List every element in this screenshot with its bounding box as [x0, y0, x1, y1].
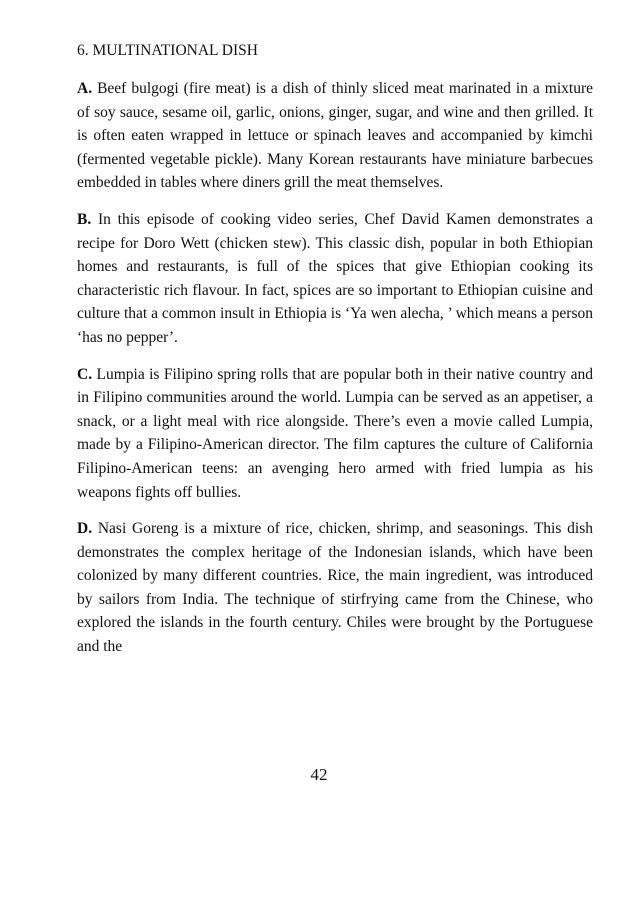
paragraph-b-text: In this episode of cooking video series, Chef David Kamen demonstrates a recipe for Doro Wett (chicken stew). This classic dish, popular in both Ethiopian homes and restaurants, is full of the spices that give Ethiopian cooking its characteristic rich flavour. In fact, spices are so important to Ethiopian cuisine and culture that a common insult in Ethiopia is ‘Ya wen alecha, ’ which means a person ‘has no pepper’. [77, 210, 594, 346]
page-number: 42 [310, 765, 328, 784]
paragraph-d [77, 517, 593, 659]
paragraph-a-text: Beef bulgogi (fire meat) is a dish of thinly sliced meat marinated in a mixture of soy sauce, sesame oil, garlic, onions, ginger, sugar, and wine and then grilled. It is often eaten wrapped in lettuce or spinach leaves and accompanied by kimchi (fermented vegetable pickle). Many Korean restaurants have miniature barbecues embedded in tables where diners grill the meat themselves. [77, 80, 594, 192]
paragraph-a-letter: A. [77, 80, 93, 97]
paragraph-c [77, 363, 593, 505]
section-heading: 6. MULTINATIONAL DISH [77, 42, 258, 59]
paragraph-c-letter: C. [77, 365, 93, 383]
paragraph-d-letter: D. [77, 520, 93, 538]
paragraph-a [77, 77, 593, 195]
paragraph-b [77, 208, 593, 350]
paragraph-c-text: Lumpia is Filipino spring rolls that are popular both in their native country and in Filipino communities around the world. Lumpia can be served as an appetiser, a snack, or a light meal with rice alongside. There’s even a movie called Lumpia, made by a Filipino-American director. The film captures the culture of California Filipino-American teens: an avenging hero armed with fried lumpia as his weapons fights off bullies. [77, 365, 593, 501]
page-content [77, 40, 593, 672]
paragraph-d-text: Nasi Goreng is a mixture of rice, chicken, shrimp, and seasonings. This dish demonstrates the complex heritage of the Indonesian islands, which have been colonized by many different countries. Rice, the main ingredient, was introduced by sailors from India. The technique of stirfrying came from the Chinese, who explored the islands in the fourth century. Chiles were brought by the Portuguese and the [77, 520, 594, 656]
paragraph-b-letter: B. [77, 210, 92, 228]
